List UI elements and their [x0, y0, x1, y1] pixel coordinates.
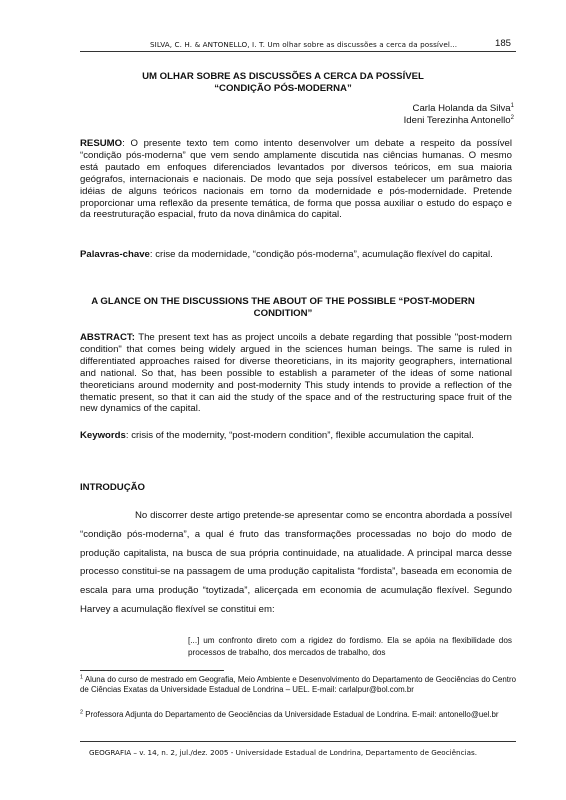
header-rule — [80, 51, 516, 52]
author-2-note: 2 — [510, 114, 514, 121]
abstract-paragraph — [80, 332, 512, 415]
author-2-name: Ideni Terezinha Antonello — [403, 115, 511, 126]
article-title-line-2: “CONDIÇÃO PÓS-MODERNA” — [214, 83, 352, 94]
footnote-rule — [80, 670, 224, 671]
footnote-1-text: Aluna do curso de mestrado em Geografia, Meio Ambiente e Desenvolvimento do Departamento de Geociências do Centro de Ciências Exatas da Universidade Estadual de Londrina – UEL. E-mail: carlalpur@bol.com.br — [80, 675, 516, 695]
author-1-note: 1 — [510, 102, 514, 109]
introducao-heading: INTRODUÇÃO — [80, 482, 146, 493]
author-1 — [413, 103, 514, 114]
footnote-2-mark: 2 — [80, 709, 84, 716]
author-1-name: Carla Holanda da Silva — [412, 103, 511, 114]
palavras-chave-label: Palavras-chave — [80, 249, 150, 260]
resumo-paragraph — [80, 138, 512, 221]
resumo-text: : O presente texto tem como intento desenvolver um debate a respeito da possível “condição pós-moderna” que vem sendo amplamente discutida nas ciências humanas. O mesmo está pautado em enfoques diferenciados levantados por diversos teóricos, em sua maioria geógrafos, internacionais e nacionais. De modo que seja possível estabelecer um parâmetro das idéias de alguns teóricos nacionais em torno da modernidade e pós-modernidade. Pretende proporcionar uma reflexão da presente temática, de forma que possa auxiliar o estudo do espaço e da reestruturação espacial, fruto da nova dinâmica do capital. — [80, 138, 512, 221]
introducao-paragraph-text: No discorrer deste artigo pretende-se apresentar como se encontra abordada a possível “condição pós-moderna”, a qual é fruto das transformações processadas no bojo do modo de produção capitalista, na busca de sua própria continuidade, na atualidade. A principal marca desse processo constitui-se na passagem de uma produção capitalista “fordista”, baseada em economia de escala para uma produção “toytizada”, alicerçada em economia de acumulação flexível. Segundo Harvey a acumulação flexível se constitui em: — [80, 510, 512, 615]
footnote-1 — [80, 675, 520, 696]
footer-rule — [80, 741, 516, 742]
palavras-chave-paragraph — [80, 249, 512, 261]
introducao-paragraph — [80, 507, 512, 620]
block-quote: [...] um confronto direto com a rigidez do fordismo. Ela se apóia na flexibilidade dos processos de trabalho, dos mercados de trabalho, dos — [188, 636, 512, 657]
author-2 — [404, 115, 514, 126]
page-number: 185 — [495, 38, 512, 49]
footnote-1-mark: 1 — [80, 674, 84, 681]
footnote-2-text: Professora Adjunta do Departamento de Geociências da Universidade Estadual de Londrina. E-mail: antonello@uel.br — [83, 710, 499, 719]
keywords-text: : crisis of the modernity, “post-modern condition”, flexible accumulation the capital. — [125, 430, 474, 441]
english-title-line-1: A GLANCE ON THE DISCUSSIONS THE ABOUT OF THE POSSIBLE “POST-MODERN — [91, 296, 475, 307]
journal-footer: GEOGRAFIA – v. 14, n. 2, jul./dez. 2005 - Universidade Estadual de Londrina, Departamento de Geociências. — [89, 748, 477, 757]
footnote-2 — [80, 710, 520, 720]
keywords-label: Keywords — [80, 430, 126, 441]
english-title-line-2: CONDITION” — [253, 308, 313, 319]
resumo-label: RESUMO — [80, 138, 123, 149]
abstract-text: The present text has as project uncoils a debate regarding that possible "post-modern condition" that comes being widely argued in the sciences human beings. The same is ruled in differentiated approaches raised for diverse theoreticians, in its majority geographers, international and national. So that, has been possible to establish a parameter of the ideas of some national theoreticians around modernity and post-modernity This study intends to provide a reflection of the thematic present, so that it can aid the study of the space and of the restructuring space fruit of the new dynamics of the capital. — [80, 332, 512, 415]
keywords-paragraph — [80, 430, 512, 442]
abstract-label: ABSTRACT: — [80, 332, 135, 343]
article-title-line-1: UM OLHAR SOBRE AS DISCUSSÕES A CERCA DA POSSÍVEL — [142, 71, 424, 82]
running-header: SILVA, C. H. & ANTONELLO, I. T. Um olhar sobre as discussões a cerca da possível... — [150, 40, 458, 49]
palavras-chave-text: : crise da modernidade, “condição pós-moderna”, acumulação flexível do capital. — [149, 249, 493, 260]
